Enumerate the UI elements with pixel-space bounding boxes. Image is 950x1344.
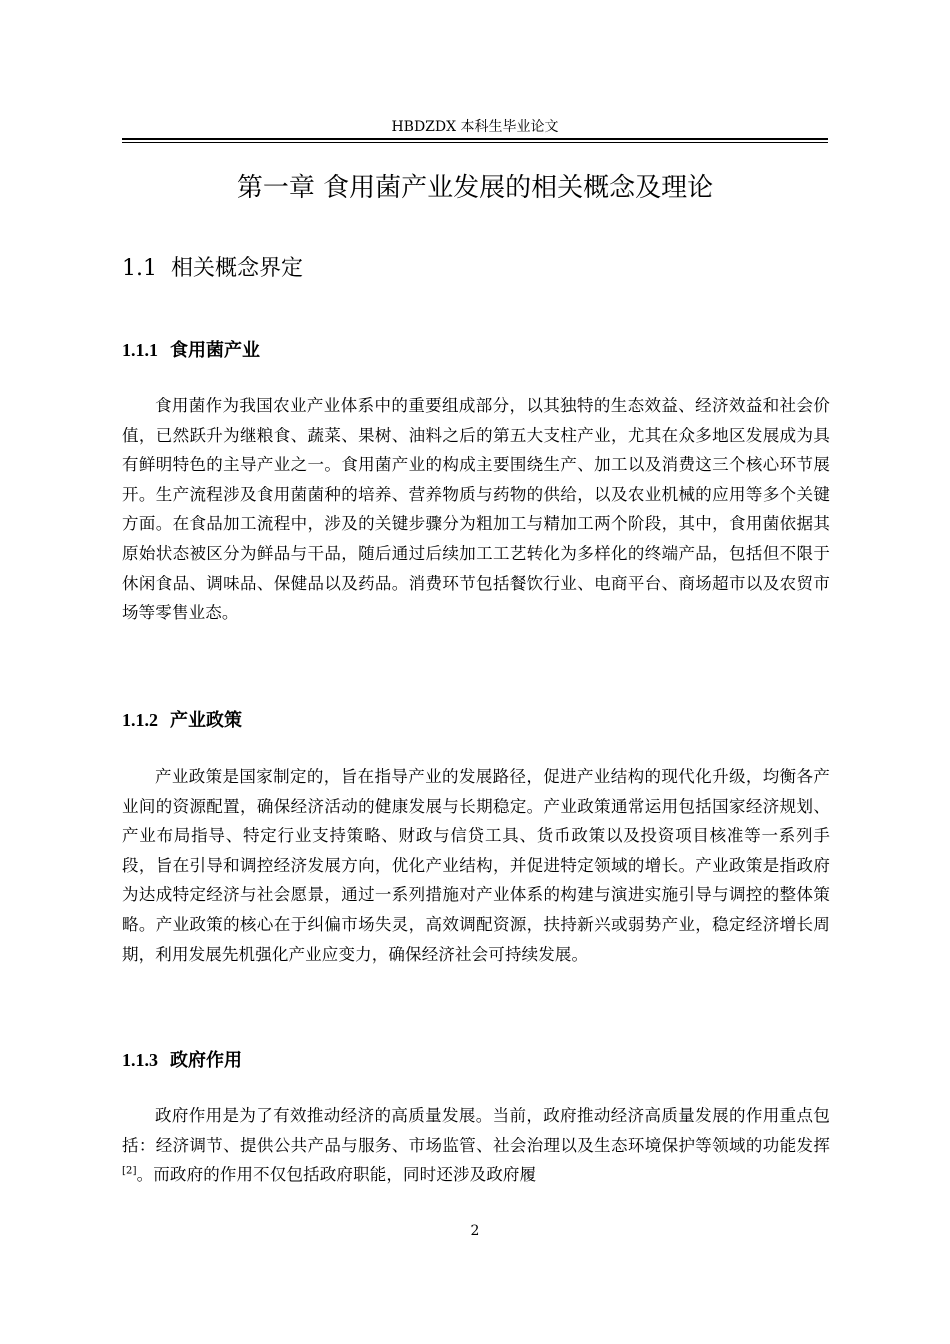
running-header: HBDZDX 本科生毕业论文 [391, 119, 559, 135]
page-number: 2 [470, 1223, 480, 1239]
body-paragraph-1: 食用菌作为我国农业产业体系中的重要组成部分，以其独特的生态效益、经济效益和社会价值，已然跃升为继粮食、蔬菜、果树、油料之后的第五大支柱产业，尤其在众多地区发展成为具有鲜明特色的主导产业之一。食用菌产业的构成主要围绕生产、加工以及消费这三个核心环节展开。生产流程涉及食用菌菌种的培养、营养物质与药物的供给，以及农业机械的应用等多个关键方面。在食品加工流程中，涉及的关键步骤分为粗加工与精加工两个阶段，其中，食用菌依据其原始状态被区分为鲜品与干品，随后通过后续加工工艺转化为多样化的终端产品，包括但不限于休闲食品、调味品、保健品以及药品。消费环节包括餐饮行业、电商平台、商场超市以及农贸市场等零售业态。 [122, 396, 830, 623]
subsection-title: 食用菌产业 [170, 340, 260, 361]
citation-reference[interactable]: [2] [122, 1165, 137, 1177]
paragraph-text: 政府作用是为了有效推动经济的高质量发展。当前，政府推动经济高质量发展的作用重点包括：经济调节、提供公共产品与服务、市场监管、社会治理以及生态环境保护等领域的功能发挥 [122, 1106, 830, 1155]
body-paragraph-3 [122, 1101, 830, 1190]
subsection-title: 产业政策 [170, 710, 242, 731]
subsection-heading-2 [122, 706, 242, 735]
subsection-number: 1.1.1 [122, 340, 158, 360]
chapter-title: 第一章 食用菌产业发展的相关概念及理论 [236, 173, 714, 203]
header-rule-thick [122, 138, 828, 140]
subsection-heading-1 [122, 336, 260, 365]
body-paragraph-2: 产业政策是国家制定的，旨在指导产业的发展路径，促进产业结构的现代化升级，均衡各产业间的资源配置，确保经济活动的健康发展与长期稳定。产业政策通常运用包括国家经济规划、产业布局指导、特定行业支持策略、财政与信贷工具、货币政策以及投资项目核准等一系列手段，旨在引导和调控经济发展方向，优化产业结构，并促进特定领域的增长。产业政策是指政府为达成特定经济与社会愿景，通过一系列措施对产业体系的构建与演进实施引导与调控的整体策略。产业政策的核心在于纠偏市场失灵，高效调配资源，扶持新兴或弱势产业，稳定经济增长周期，利用发展先机强化产业应变力，确保经济社会可持续发展。 [122, 767, 830, 964]
paragraph-text-continued: 。而政府的作用不仅包括政府职能，同时还涉及政府履 [136, 1165, 537, 1185]
subsection-heading-3 [122, 1046, 242, 1075]
section-heading [122, 252, 303, 286]
header-rule-thin [122, 142, 828, 143]
section-title-text: 相关概念界定 [171, 256, 304, 281]
subsection-number: 1.1.2 [122, 710, 158, 730]
subsection-number: 1.1.3 [122, 1050, 158, 1070]
section-number: 1.1 [122, 256, 157, 281]
subsection-title: 政府作用 [170, 1050, 242, 1071]
